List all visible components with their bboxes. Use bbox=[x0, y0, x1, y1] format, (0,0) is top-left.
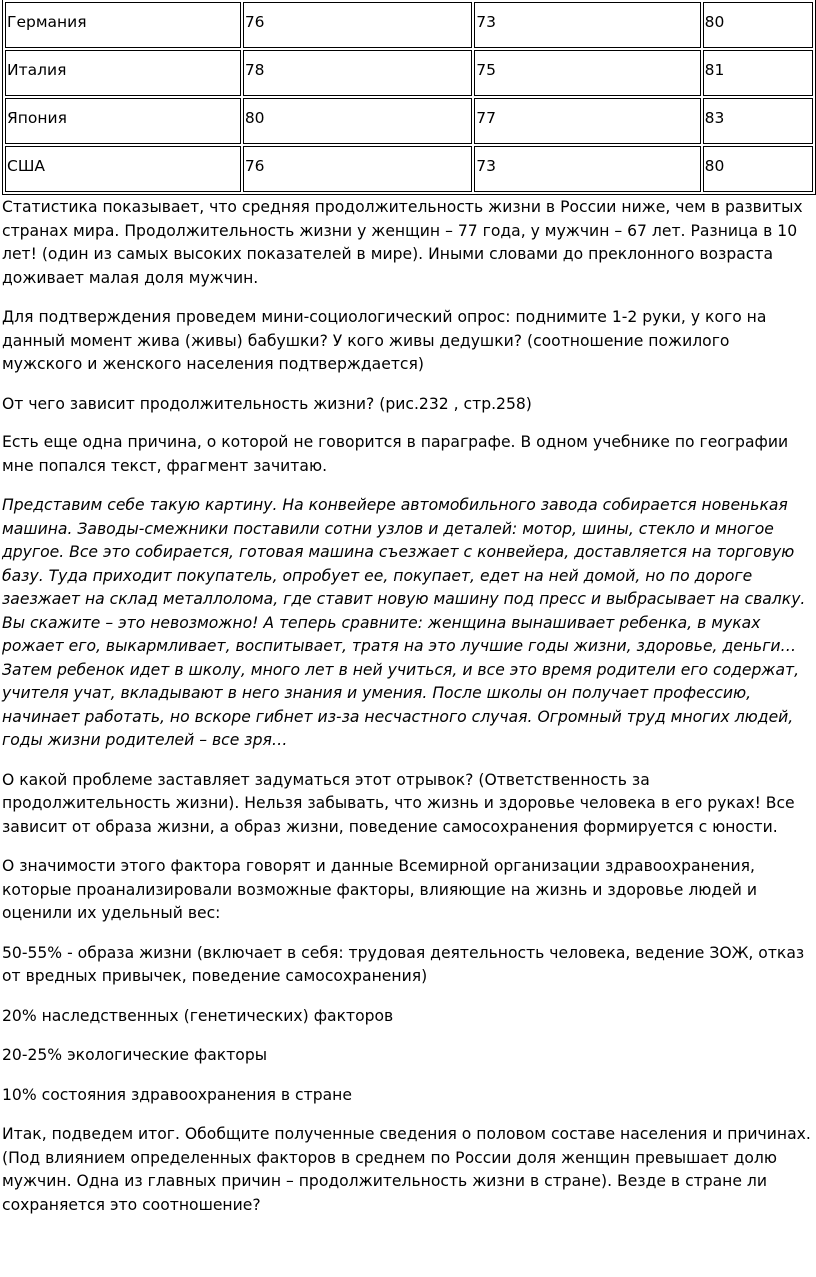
paragraph-who-data: О значимости этого фактора говорят и данные Всемирной организации здравоохранения, которые проанализировали возможные факторы, влияющие на жизнь и здоровье людей и оценили их удельный вес: bbox=[2, 857, 758, 922]
paragraph-factor-ecology: 20-25% экологические факторы bbox=[2, 1046, 268, 1064]
table-cell: 81 bbox=[703, 50, 813, 96]
table-cell: 78 bbox=[243, 50, 472, 96]
table-cell: 77 bbox=[474, 98, 700, 144]
table-cell: 73 bbox=[474, 2, 700, 48]
table-row bbox=[5, 98, 813, 144]
table-cell: Италия bbox=[5, 50, 241, 96]
table-cell: 76 bbox=[243, 2, 472, 48]
table-row bbox=[5, 146, 813, 192]
paragraph-quote: Представим себе такую картину. На конвейере автомобильного завода собирается новенькая машина. Заводы-смежники поставили сотни узлов и деталей: мотор, шины, стекло и многое другое. Все это собирается, готовая машина съезжает с конвейера, доставляется на торговую базу. Туда приходит покупатель, опробует ее, покупает, едет на ней домой, но по дороге заезжает на склад металлолома, где ставит новую машину под пресс и выбрасывает на свалку. Вы скажите – это невозможно! А теперь сравните: женщина вынашивает ребенка, в муках рожает его, выкармливает, воспитывает, тратя на это лучшие годы жизни, здоровье, деньги… Затем ребенок идет в школу, много лет в ней учиться, и все это время родители его содержат, учителя учат, вкладывают в него знания и умения. После школы он получает профессию, начинает работать, но вскоре гибнет из-за несчастного случая. Огромный труд многих людей, годы жизни родителей – все зря… bbox=[2, 496, 806, 749]
table-cell: Германия bbox=[5, 2, 241, 48]
paragraph-survey: Для подтверждения проведем мини-социологический опрос: поднимите 1-2 руки, у кого на данный момент жива (живы) бабушки? У кого живы дедушки? (соотношение пожилого мужского и женского населения подтверждается) bbox=[2, 308, 767, 373]
paragraph-summary: Итак, подведем итог. Обобщите полученные сведения о половом составе населения и причинах. (Под влиянием определенных факторов в среднем по России доля женщин превышает долю мужчин. Одна из главных причин – продолжительность жизни в стране). Везде в стране ли сохраняется это соотношение? bbox=[2, 1125, 811, 1214]
paragraph-question: От чего зависит продолжительность жизни? (рис.232 , стр.258) bbox=[2, 394, 532, 413]
life-expectancy-table bbox=[2, 0, 816, 195]
document-body bbox=[2, 196, 814, 1233]
table-cell: 76 bbox=[243, 146, 472, 192]
paragraph-another-reason: Есть еще одна причина, о которой не говорится в параграфе. В одном учебнике по географии мне попался текст, фрагмент зачитаю. bbox=[2, 433, 789, 475]
paragraph-problem: О какой проблеме заставляет задуматься этот отрывок? (Ответственность за продолжительность жизни). Нельзя забывать, что жизнь и здоровье человека в его руках! Все зависит от образа жизни, а образ жизни, поведение самосохранения формируется с юности. bbox=[2, 770, 795, 836]
table-cell: Япония bbox=[5, 98, 241, 144]
paragraph-factor-healthcare: 10% состояния здравоохранения в стране bbox=[2, 1085, 352, 1104]
paragraph-statistics: Статистика показывает, что средняя продолжительность жизни в России ниже, чем в развитых странах мира. Продолжительность жизни у женщин – 77 года, у мужчин – 67 лет. Разница в 10 лет! (один из самых высоких показателей в мире). Иными словами до преклонного возраста доживает малая доля мужчин. bbox=[2, 198, 803, 287]
table-cell: США bbox=[5, 146, 241, 192]
table-cell: 73 bbox=[474, 146, 700, 192]
table-cell: 80 bbox=[703, 2, 813, 48]
paragraph-factor-genetic: 20% наследственных (генетических) факторов bbox=[2, 1006, 394, 1025]
table-cell: 80 bbox=[703, 146, 813, 192]
table-cell: 80 bbox=[243, 98, 472, 144]
paragraph-factor-lifestyle: 50-55% - образа жизни (включает в себя: трудовая деятельность человека, ведение ЗОЖ, отказ от вредных привычек, поведение самосохранения) bbox=[2, 943, 805, 985]
table-cell: 75 bbox=[474, 50, 700, 96]
table-row bbox=[5, 2, 813, 48]
table-cell: 83 bbox=[703, 98, 813, 144]
table-row bbox=[5, 50, 813, 96]
